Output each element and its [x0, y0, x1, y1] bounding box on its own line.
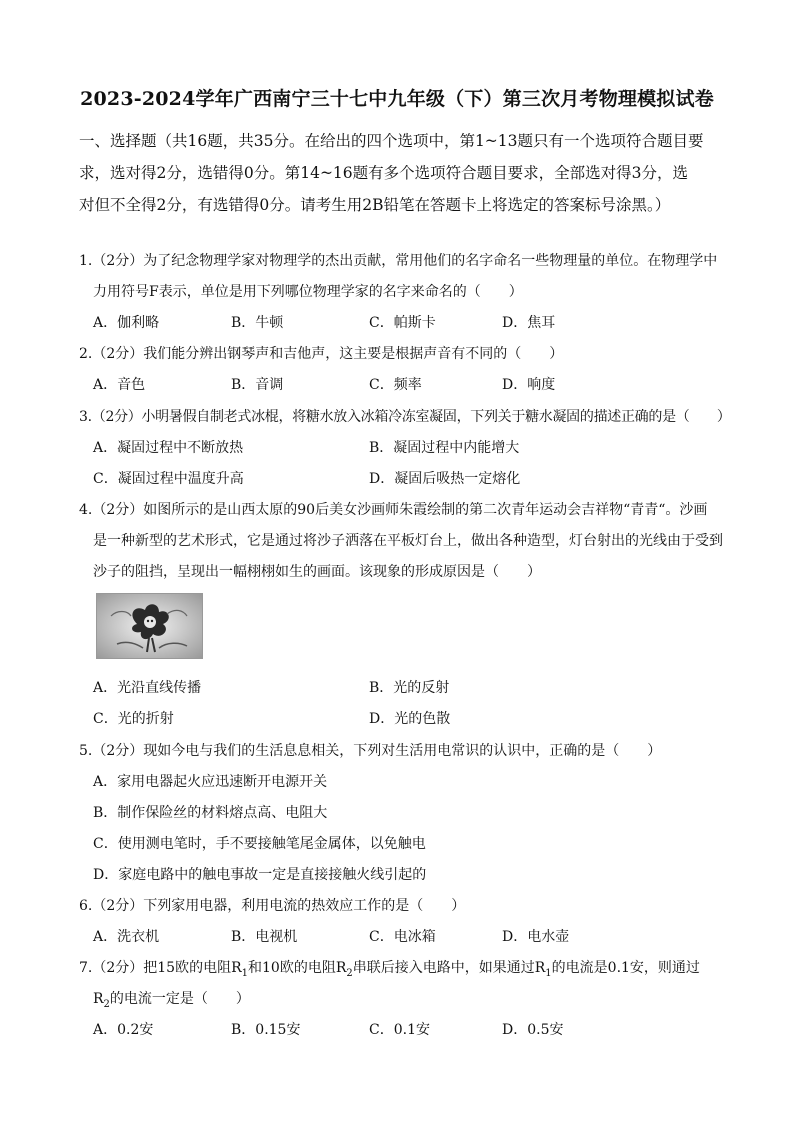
q7-sub-2: 2	[346, 967, 353, 979]
question-3-option-c[interactable]: C．凝固过程中温度升高	[93, 471, 244, 487]
q7-sub-1: 1	[241, 967, 248, 979]
question-6-option-c[interactable]: C．电冰箱	[369, 929, 436, 945]
q7-sub-3: 1	[545, 967, 552, 979]
question-5-option-c[interactable]: C．使用测电笔时，手不要接触笔尾金属体，以免触电	[93, 836, 426, 852]
question-4-line-2: 是一种新型的艺术形式，它是通过将沙子洒落在平板灯台上，做出各种造型，灯台射出的光线由于受到	[93, 533, 723, 549]
question-5-line-1: 5.（2分）现如今电与我们的生活息息相关，下列对生活用电常识的认识中，正确的是（ ）	[79, 743, 662, 759]
question-7-line-1	[79, 957, 719, 979]
sand-painting-image	[96, 593, 203, 659]
question-5-option-d[interactable]: D．家庭电路中的触电事故一定是直接接触火线引起的	[93, 867, 427, 883]
question-1-option-b[interactable]: B．牛顿	[231, 315, 284, 331]
q7-line2-text: 的电流一定是（ ）	[109, 991, 250, 1007]
question-4-option-c[interactable]: C．光的折射	[93, 711, 174, 727]
question-2-option-d[interactable]: D．响度	[502, 377, 556, 393]
question-6-option-a[interactable]: A．洗衣机	[93, 929, 160, 945]
q7-text-2: 和10欧的电阻R	[248, 960, 347, 976]
q7-line2-sub: 2	[103, 998, 110, 1010]
q7-line2-r: R	[93, 991, 104, 1007]
question-6-option-d[interactable]: D．电水壶	[502, 929, 570, 945]
question-3-option-d[interactable]: D．凝固后吸热一定熔化	[369, 471, 521, 487]
question-2-option-a[interactable]: A．音色	[93, 377, 146, 393]
q7-text-1: 7.（2分）把15欧的电阻R	[79, 960, 242, 976]
question-1-line-1: 1.（2分）为了纪念物理学家对物理学的杰出贡献，常用他们的名字命名一些物理量的单位。在物理学中	[79, 253, 718, 269]
section-line-2: 求，选对得2分，选错得0分。第14~16题有多个选项符合题目要求，全部选对得3分，选	[79, 164, 689, 182]
question-4-option-b[interactable]: B．光的反射	[369, 680, 450, 696]
question-7-option-d[interactable]: D．0.5安	[502, 1022, 564, 1038]
q7-text-3: 串联后接入电路中，如果通过R	[352, 960, 546, 976]
question-3-line-1: 3.（2分）小明暑假自制老式冰棍，将糖水放入冰箱冷冻室凝固，下列关于糖水凝固的描述正确的是（ ）	[79, 409, 731, 425]
section-line-1: 一、选择题（共16题，共35分。在给出的四个选项中，第1~13题只有一个选项符合题目要	[79, 132, 704, 150]
question-5-option-b[interactable]: B．制作保险丝的材料熔点高、电阻大	[93, 805, 328, 821]
question-2-line-1: 2.（2分）我们能分辨出钢琴声和吉他声，这主要是根据声音有不同的（ ）	[79, 346, 564, 362]
section-line-3: 对但不全得2分，有选错得0分。请考生用2B铅笔在答题卡上将选定的答案标号涂黑。）	[79, 196, 671, 214]
question-2-option-c[interactable]: C．频率	[369, 377, 422, 393]
question-6-line-1: 6.（2分）下列家用电器，利用电流的热效应工作的是（ ）	[79, 898, 466, 914]
question-7-option-a[interactable]: A．0.2安	[93, 1022, 154, 1038]
question-7-option-b[interactable]: B．0.15安	[231, 1022, 301, 1038]
question-4-line-1: 4.（2分）如图所示的是山西太原的90后美女沙画师朱霞绘制的第二次青年运动会吉祥物“青青“。沙画	[79, 502, 708, 518]
question-2-option-b[interactable]: B．音调	[231, 377, 284, 393]
page-title: 2023-2024学年广西南宁三十七中九年级（下）第三次月考物理模拟试卷	[80, 88, 714, 110]
question-1-option-c[interactable]: C．帕斯卡	[369, 315, 436, 331]
question-3-option-a[interactable]: A．凝固过程中不断放热	[93, 440, 244, 456]
question-3-option-b[interactable]: B．凝固过程中内能增大	[369, 440, 520, 456]
question-4-option-d[interactable]: D．光的色散	[369, 711, 451, 727]
question-1-option-a[interactable]: A．伽利略	[93, 315, 160, 331]
question-6-option-b[interactable]: B．电视机	[231, 929, 298, 945]
question-4-option-a[interactable]: A．光沿直线传播	[93, 680, 202, 696]
section-instructions	[79, 125, 719, 221]
question-1-line-2: 力用符号F表示，单位是用下列哪位物理学家的名字来命名的（ ）	[93, 284, 523, 300]
question-5-option-a[interactable]: A．家用电器起火应迅速断开电源开关	[93, 774, 328, 790]
question-7-option-c[interactable]: C．0.1安	[369, 1022, 430, 1038]
question-7-line-2	[93, 988, 250, 1010]
question-4-line-3: 沙子的阻挡，呈现出一幅栩栩如生的画面。该现象的形成原因是（ ）	[93, 564, 541, 580]
q7-text-4: 的电流是0.1安，则通过	[551, 960, 700, 976]
question-1-option-d[interactable]: D．焦耳	[502, 315, 556, 331]
